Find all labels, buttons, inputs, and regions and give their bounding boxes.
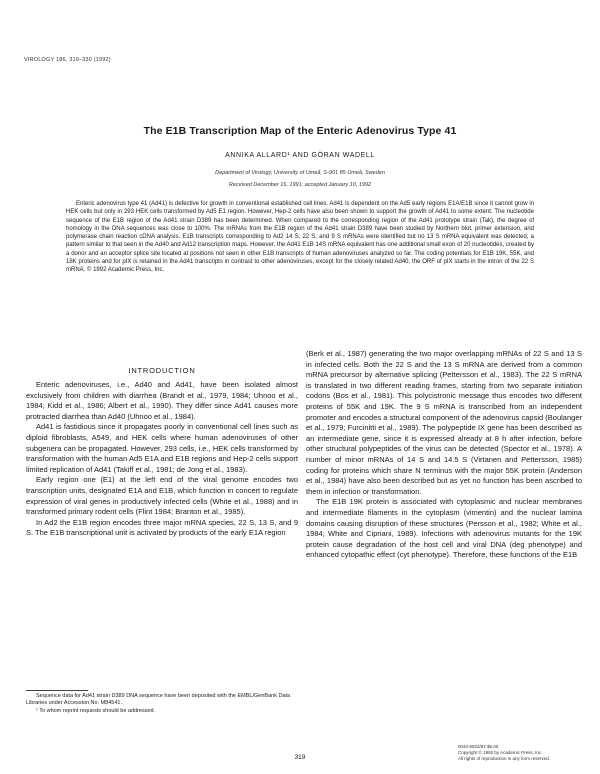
copyright-line: All rights of reproduction in any form reserved. <box>458 755 551 761</box>
right-column <box>306 349 582 749</box>
authors: ANNIKA ALLARD¹ AND GÖRAN WADELL <box>225 152 375 159</box>
paragraph: In Ad2 the E1B region encodes three major mRNA species, 22 S, 13 S, and 9 S. The E1B transcriptional unit is activated by products of the early E1A region <box>26 517 298 538</box>
affiliation: Department of Virology, University of Umeå, S-901 85 Umeå, Sweden <box>215 170 385 176</box>
paper-title: The E1B Transcription Map of the Enteric Adenovirus Type 41 <box>143 125 457 137</box>
paragraph: (Berk et al., 1987) generating the two major overlapping mRNAs of 22 S and 13 S in infected cells. Both the 22 S and the 13 S mRNA are derived from a common mRNA precursor by alternative splicing (Pettersson et al., 1983). The 22 S mRNA is translated in two different reading frames, starting from two separate initiation codons (Bos et al., 1981). This polycistronic message thus encodes two different proteins of 55K and 19K. The 9 S mRNA is transcribed from an independent promoter and encodes a structural component of the adenovirus capsid (Boulanger et al., 1979; Furcinitti et al., 1989). The polypeptide IX gene has been described as an intermediate gene, since it is expressed already at 8 h after infection, before other structural polypeptides of the virus can be detected (Spector et al., 1978). A number of minor mRNAs of 14 S and 14.5 S (Virtanen and Pettersson, 1985) coding for proteins which share N terminus with the major 55K protein (Anderson et al., 1984) have also been described but as yet no function has been ascribed to them in infection or transformation. <box>306 349 582 496</box>
paragraph: Ad41 is fastidious since it propagates poorly in conventional cell lines such as diploid fibroblasts, A549, and HEK cells where human adenoviruses of other subgenera can be propagated. However, 293 cells, i.e., HEK cells transformed by transformation with the human Ad5 E1A and E1B regions and Hep-2 cells support limited replication of Ad41 (Takiff et al., 1981; de Jong et al., 1983). <box>26 422 298 474</box>
paragraph: Enteric adenoviruses, i.e., Ad40 and Ad41, have been isolated almost exclusively from children with diarrhea (Brandt et al., 1979, 1984; Uhnoo et al., 1984; Kidd et al., 1986; Albert et al., 1990). They differ since Ad41 causes more protracted diarrhea than Ad40 (Uhnoo et al., 1984). <box>26 380 298 421</box>
footnote: ¹ To whom reprint requests should be addressed. <box>36 707 156 714</box>
copyright-line: 0042-6822/92 $5.00 <box>458 744 499 749</box>
introduction-heading: INTRODUCTION <box>128 366 196 375</box>
paragraph: The E1B 19K protein is associated with cytoplasmic and nuclear membranes and intermediate filaments in the cytoplasm (vimentin) and the nuclear lamina domains causing disruption of these structures (Persson et al., 1982; White et al., 1984; White and Cipriani, 1989). Infections with adenovirus mutants for the 19K protein cause degradation of the host cell and viral DNA (deg phenotype) and enhanced cytopathic effect (cyt phenotype). Therefore, these functions of the E1B <box>306 497 582 560</box>
footnotes <box>26 693 298 715</box>
paragraph: Early region one (E1) at the left end of the viral genome encodes two transcription units, designated E1A and E1B, which function in concert to regulate expression of viral genes in productively infected cells (White et al., 1988) and in transformed primary rodent cells (Flint 1984; Branton et al., 1985). <box>26 475 298 517</box>
left-column <box>26 380 298 646</box>
page-number: 319 <box>294 754 306 761</box>
journal-reference: VIROLOGY 186, 319–330 (1992) <box>24 57 111 63</box>
abstract: Enteric adenovirus type 41 (Ad41) is defective for growth in conventional established cell lines. Ad41 is dependent on the Ad5 early regions E1A/E1B since it cannot grow in HEK cells but only in 293 HEK cells transformed by Ad5 E1 region. However, Hep-2 cells have also been shown to support the growth of Ad41 to some extent. The nucleotide sequence of the E1B region of the Ad41 strain D389 has been determined. When compared to the corresponding region of the Ad41 prototype strain (Tak), the degree of homology in the DNA sequences was close to 100%. The mRNAs from the E1B region of the Ad41 strain D389 have been studied by Northern blot, primer extension, and polymerase chain reaction cDNA analysis. E1B transcripts corresponding to Ad2 14 S, 22 S, and 9 S mRNAs were identified but no 13 S mRNA equivalent was detected, a pattern similar to that seen in the Ad40 and Ad12 transcription maps. However, the Ad41 E1B 14S mRNA equivalent has one additional small exon of 20 nucleotides, created by a donor and an acceptor splice site located at positions not seen in other E1B transcripts of human adenoviruses analyzed so far. The coding potentials for E1B 19K, 55K, and 18K proteins and for pIX is retained in the Ad41 transcripts in contrast to other adenoviruses, except for the closely related Ad40, the ORF of pIX starts in the intron of the 22 S mRNA. © 1992 Academic Press, Inc. <box>66 201 534 274</box>
received-dates: Received December 16, 1991; accepted January 10, 1992 <box>228 182 372 188</box>
copyright-line: Copyright © 1992 by Academic Press, Inc. <box>458 749 543 755</box>
footnote-divider <box>26 690 88 691</box>
footnote: Sequence data for Ad41 strain D389 DNA sequence have been deposited with the EMBL/GenBank Data Libraries under Accession No. M84541. <box>26 693 291 707</box>
copyright-notice <box>458 744 550 761</box>
